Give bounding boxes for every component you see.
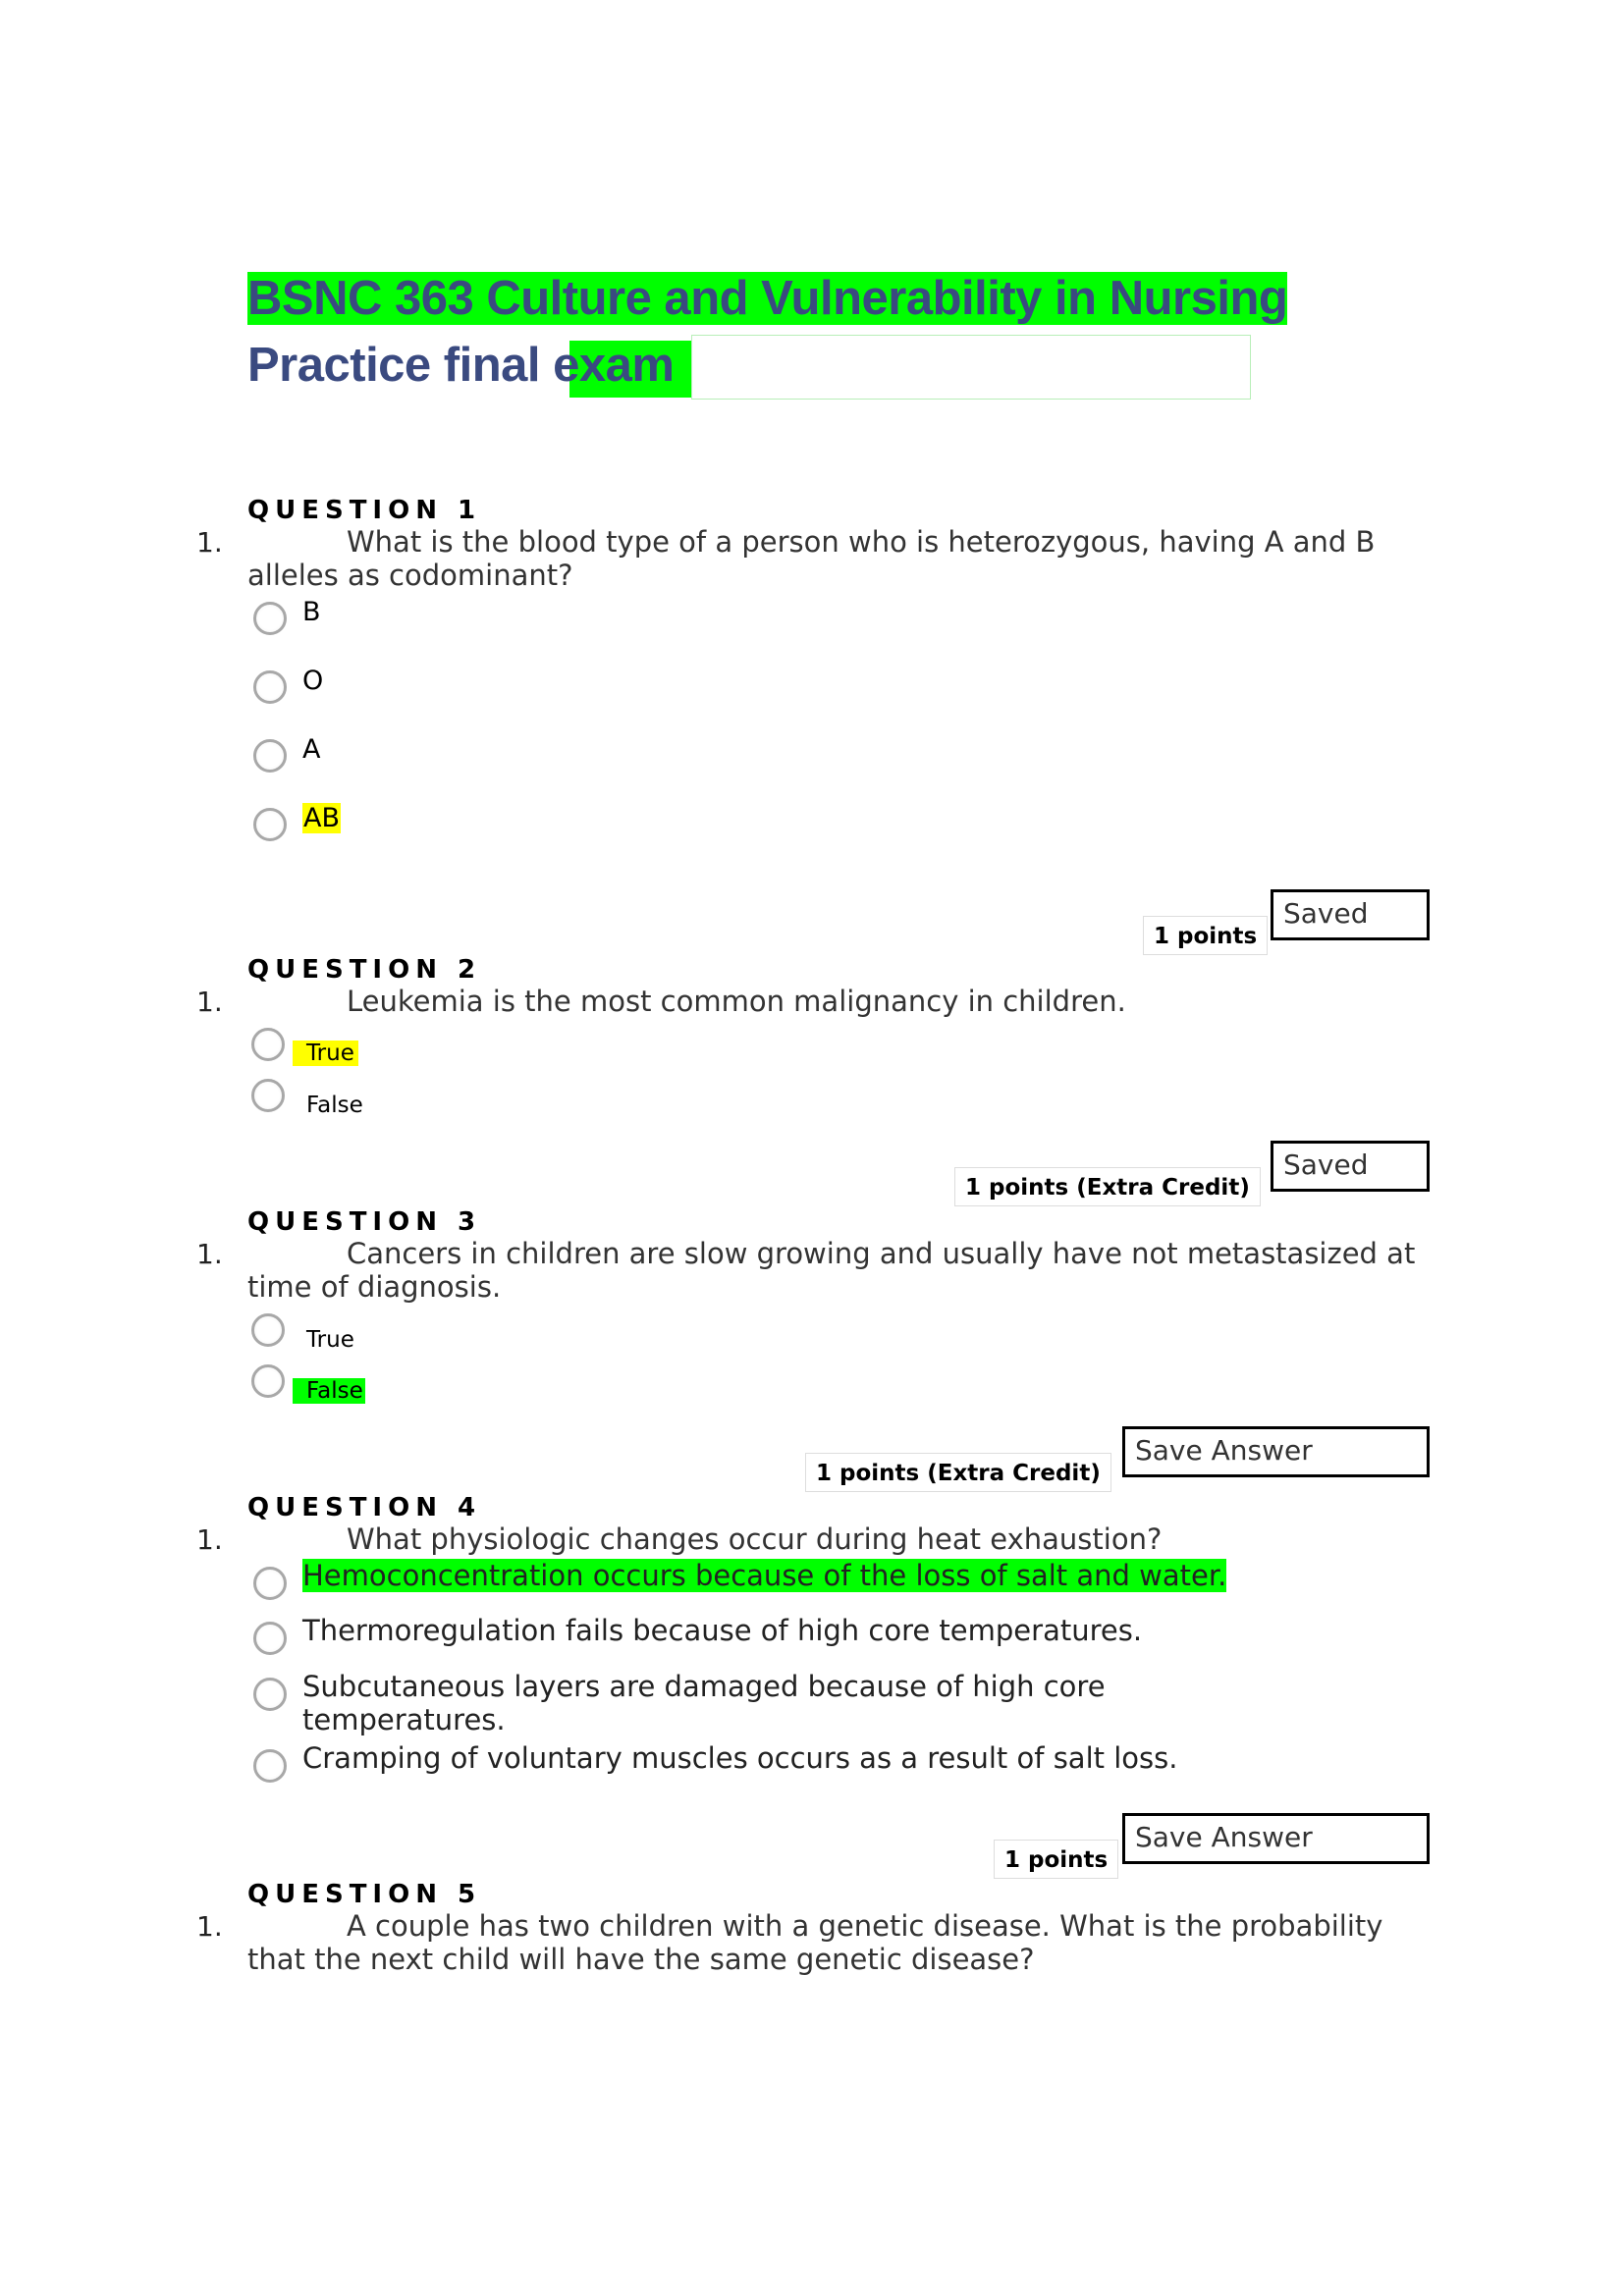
answer-option[interactable]: O [302, 666, 324, 696]
radio-button[interactable] [253, 670, 287, 704]
radio-button[interactable] [253, 808, 287, 841]
question-text: A couple has two children with a genetic disease. What is the probability [347, 1909, 1383, 1943]
answer-option-highlighted[interactable]: True [293, 1041, 358, 1066]
page-title-line-1: BSNC 363 Culture and Vulnerability in Nursing [247, 272, 1288, 325]
radio-button[interactable] [253, 1678, 287, 1711]
radio-button[interactable] [253, 602, 287, 635]
question-text: What physiologic changes occur during heat exhaustion? [347, 1522, 1163, 1556]
question-label: QUESTION 3 [247, 1207, 482, 1237]
radio-button[interactable] [253, 1567, 287, 1600]
answer-option[interactable]: B [302, 597, 321, 627]
save-answer-button[interactable]: Save Answer [1122, 1426, 1430, 1477]
question-number: 1. [196, 1523, 223, 1556]
answer-option-highlighted[interactable]: Hemoconcentration occurs because of the loss of salt and water. [302, 1559, 1227, 1592]
radio-button[interactable] [251, 1079, 285, 1112]
points-badge: 1 points [1143, 916, 1268, 955]
points-badge: 1 points (Extra Credit) [805, 1453, 1111, 1492]
question-label: QUESTION 2 [247, 955, 482, 985]
answer-option-highlighted[interactable]: AB [303, 803, 340, 833]
radio-button[interactable] [251, 1364, 285, 1398]
title-placeholder-box [691, 335, 1251, 400]
answer-option[interactable]: False [306, 1093, 363, 1118]
answer-option[interactable]: A [302, 734, 321, 765]
answer-option[interactable]: True [306, 1327, 354, 1353]
radio-button[interactable] [253, 1622, 287, 1655]
answer-option[interactable]: Subcutaneous layers are damaged because of high core temperatures. [302, 1670, 1106, 1736]
radio-button[interactable] [251, 1313, 285, 1347]
saved-button[interactable]: Saved [1271, 889, 1430, 940]
question-text: What is the blood type of a person who is heterozygous, having A and B [347, 525, 1376, 559]
question-number: 1. [196, 526, 223, 559]
saved-button[interactable]: Saved [1271, 1141, 1430, 1192]
radio-button[interactable] [253, 739, 287, 773]
question-text-continued: alleles as codominant? [247, 559, 573, 592]
page-title-line-2: Practice final exam [247, 339, 675, 392]
question-text: Cancers in children are slow growing and usually have not metastasized at [347, 1237, 1416, 1270]
points-badge: 1 points (Extra Credit) [954, 1167, 1261, 1206]
question-text-continued: that the next child will have the same genetic disease? [247, 1943, 1035, 1976]
answer-option[interactable]: Cramping of voluntary muscles occurs as a result of salt loss. [302, 1741, 1178, 1775]
question-text-continued: time of diagnosis. [247, 1270, 502, 1304]
question-text: Leukemia is the most common malignancy in children. [347, 985, 1126, 1018]
radio-button[interactable] [253, 1749, 287, 1783]
radio-button[interactable] [251, 1028, 285, 1061]
question-label: QUESTION 1 [247, 496, 482, 525]
answer-option-highlighted[interactable]: False [293, 1378, 365, 1404]
points-badge: 1 points [994, 1840, 1118, 1879]
question-label: QUESTION 4 [247, 1493, 482, 1522]
question-label: QUESTION 5 [247, 1880, 482, 1909]
question-number: 1. [196, 1910, 223, 1943]
question-number: 1. [196, 1238, 223, 1270]
save-answer-button[interactable]: Save Answer [1122, 1813, 1430, 1864]
question-number: 1. [196, 986, 223, 1018]
answer-option[interactable]: Thermoregulation fails because of high core temperatures. [302, 1614, 1143, 1647]
